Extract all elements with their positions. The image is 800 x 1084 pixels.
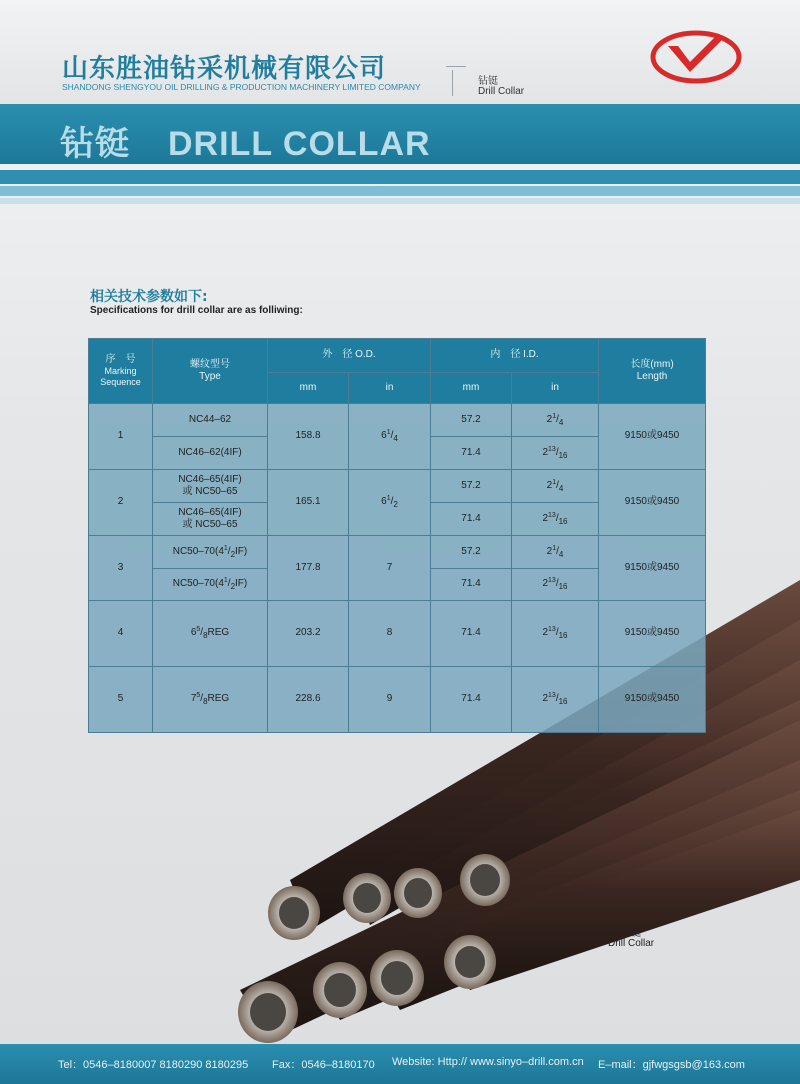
spec-intro-en: Specifications for drill collar are as folliwing: [90, 305, 303, 316]
cell-id-mm: 71.4 [431, 667, 512, 733]
photo-caption-cn: 钻铤 [621, 928, 641, 939]
cell-id-in: $2^1/_4$ [512, 404, 599, 437]
cell-od-mm: 158.8 [268, 404, 349, 470]
spec-table [88, 338, 706, 733]
cell-id-in: $2^1/_4$ [512, 470, 599, 503]
cell-type: $6^5/_8REG$ [153, 601, 268, 667]
cell-id-in: $2^{13}/_{16}$ [512, 503, 599, 536]
cell-length: 9150或9450 [599, 470, 706, 536]
cell-id-mm: 57.2 [431, 404, 512, 437]
cell-id-mm: 57.2 [431, 470, 512, 503]
header-product-cn: 钻铤 [478, 76, 498, 87]
cell-od-in: 9 [349, 667, 431, 733]
cell-type: $NC50-70(4^1/_2IF)$ [153, 536, 268, 569]
cell-seq: 4 [89, 601, 153, 667]
spec-intro-cn: 相关技术参数如下: [90, 289, 208, 305]
cell-od-in: 8 [349, 601, 431, 667]
table-row [89, 667, 706, 733]
cell-type: NC44–62 [153, 404, 268, 437]
page-title-en: DRILL COLLAR [168, 125, 431, 163]
header-id: 内 径 I.D. [431, 339, 599, 373]
cell-type: $NC50-70(4^1/_2IF)$ [153, 569, 268, 601]
cell-type: NC46–65(4IF) 或 NC50–65 [153, 470, 268, 503]
cell-length: 9150或9450 [599, 404, 706, 470]
cell-od-in: 7 [349, 536, 431, 601]
cell-seq: 3 [89, 536, 153, 601]
cell-id-mm: 71.4 [431, 437, 512, 470]
cell-id-mm: 57.2 [431, 536, 512, 569]
cell-id-mm: 71.4 [431, 569, 512, 601]
decor-stripe [0, 198, 800, 204]
decor-stripe [0, 186, 800, 196]
page-title [60, 116, 431, 165]
cell-od-in: $6^1/_2$ [349, 470, 431, 536]
cell-length: 9150或9450 [599, 536, 706, 601]
table-row [89, 601, 706, 667]
contact-footer [0, 1044, 800, 1084]
footer-email[interactable]: E–mail：gjfwgsgsb@163.com [598, 1059, 745, 1071]
cell-id-mm: 71.4 [431, 503, 512, 536]
cell-id-in: $2^{13}/_{16}$ [512, 667, 599, 733]
cell-type: $7^5/_8REG$ [153, 667, 268, 733]
table-row [89, 404, 706, 437]
table-header-row [89, 339, 706, 373]
table-row [89, 470, 706, 503]
cell-length: 9150或9450 [599, 667, 706, 733]
page-title-cn: 钻铤 [60, 124, 130, 164]
cell-od-mm: 228.6 [268, 667, 349, 733]
header-id-in: in [512, 373, 599, 404]
header-divider-bar [452, 70, 453, 96]
header-divider-line [446, 66, 466, 67]
cell-type: NC46–65(4IF) 或 NC50–65 [153, 503, 268, 536]
header-length: 长度(mm) Length [599, 339, 706, 404]
company-name-cn: 山东胜油钻采机械有限公司 [62, 54, 387, 84]
cell-id-in: $2^1/_4$ [512, 536, 599, 569]
cell-id-mm: 71.4 [431, 601, 512, 667]
footer-tel: Tel：0546–8180007 8180290 8180295 [58, 1059, 249, 1071]
cell-seq: 1 [89, 404, 153, 470]
cell-od-mm: 177.8 [268, 536, 349, 601]
header-type: 螺纹型号 Type [153, 339, 268, 404]
cell-od-mm: 203.2 [268, 601, 349, 667]
header-id-mm: mm [431, 373, 512, 404]
header-od-in: in [349, 373, 431, 404]
footer-fax: Fax：0546–8180170 [272, 1059, 375, 1071]
cell-od-mm: 165.1 [268, 470, 349, 536]
header-sequence: 序 号 Marking Sequence [89, 339, 153, 404]
decor-stripe [0, 170, 800, 184]
cell-seq: 2 [89, 470, 153, 536]
cell-od-in: $6^1/_4$ [349, 404, 431, 470]
cell-seq: 5 [89, 667, 153, 733]
page-header [0, 0, 800, 104]
header-od: 外 径 O.D. [268, 339, 431, 373]
photo-caption-en: Drill Collar [608, 938, 655, 949]
company-name-en: SHANDONG SHENGYOU OIL DRILLING & PRODUCTION MACHINERY LIMITED COMPANY [62, 82, 421, 92]
cell-id-in: $2^{13}/_{16}$ [512, 569, 599, 601]
cell-length: 9150或9450 [599, 601, 706, 667]
table-row [89, 536, 706, 569]
cell-type: NC46–62(4IF) [153, 437, 268, 470]
footer-website[interactable]: Website: Http:// www.sinyo–drill.com.cn [392, 1056, 584, 1068]
company-logo-icon [650, 28, 742, 86]
header-product-en: Drill Collar [478, 86, 525, 97]
cell-id-in: $2^{13}/_{16}$ [512, 437, 599, 470]
cell-id-in: $2^{13}/_{16}$ [512, 601, 599, 667]
header-od-mm: mm [268, 373, 349, 404]
